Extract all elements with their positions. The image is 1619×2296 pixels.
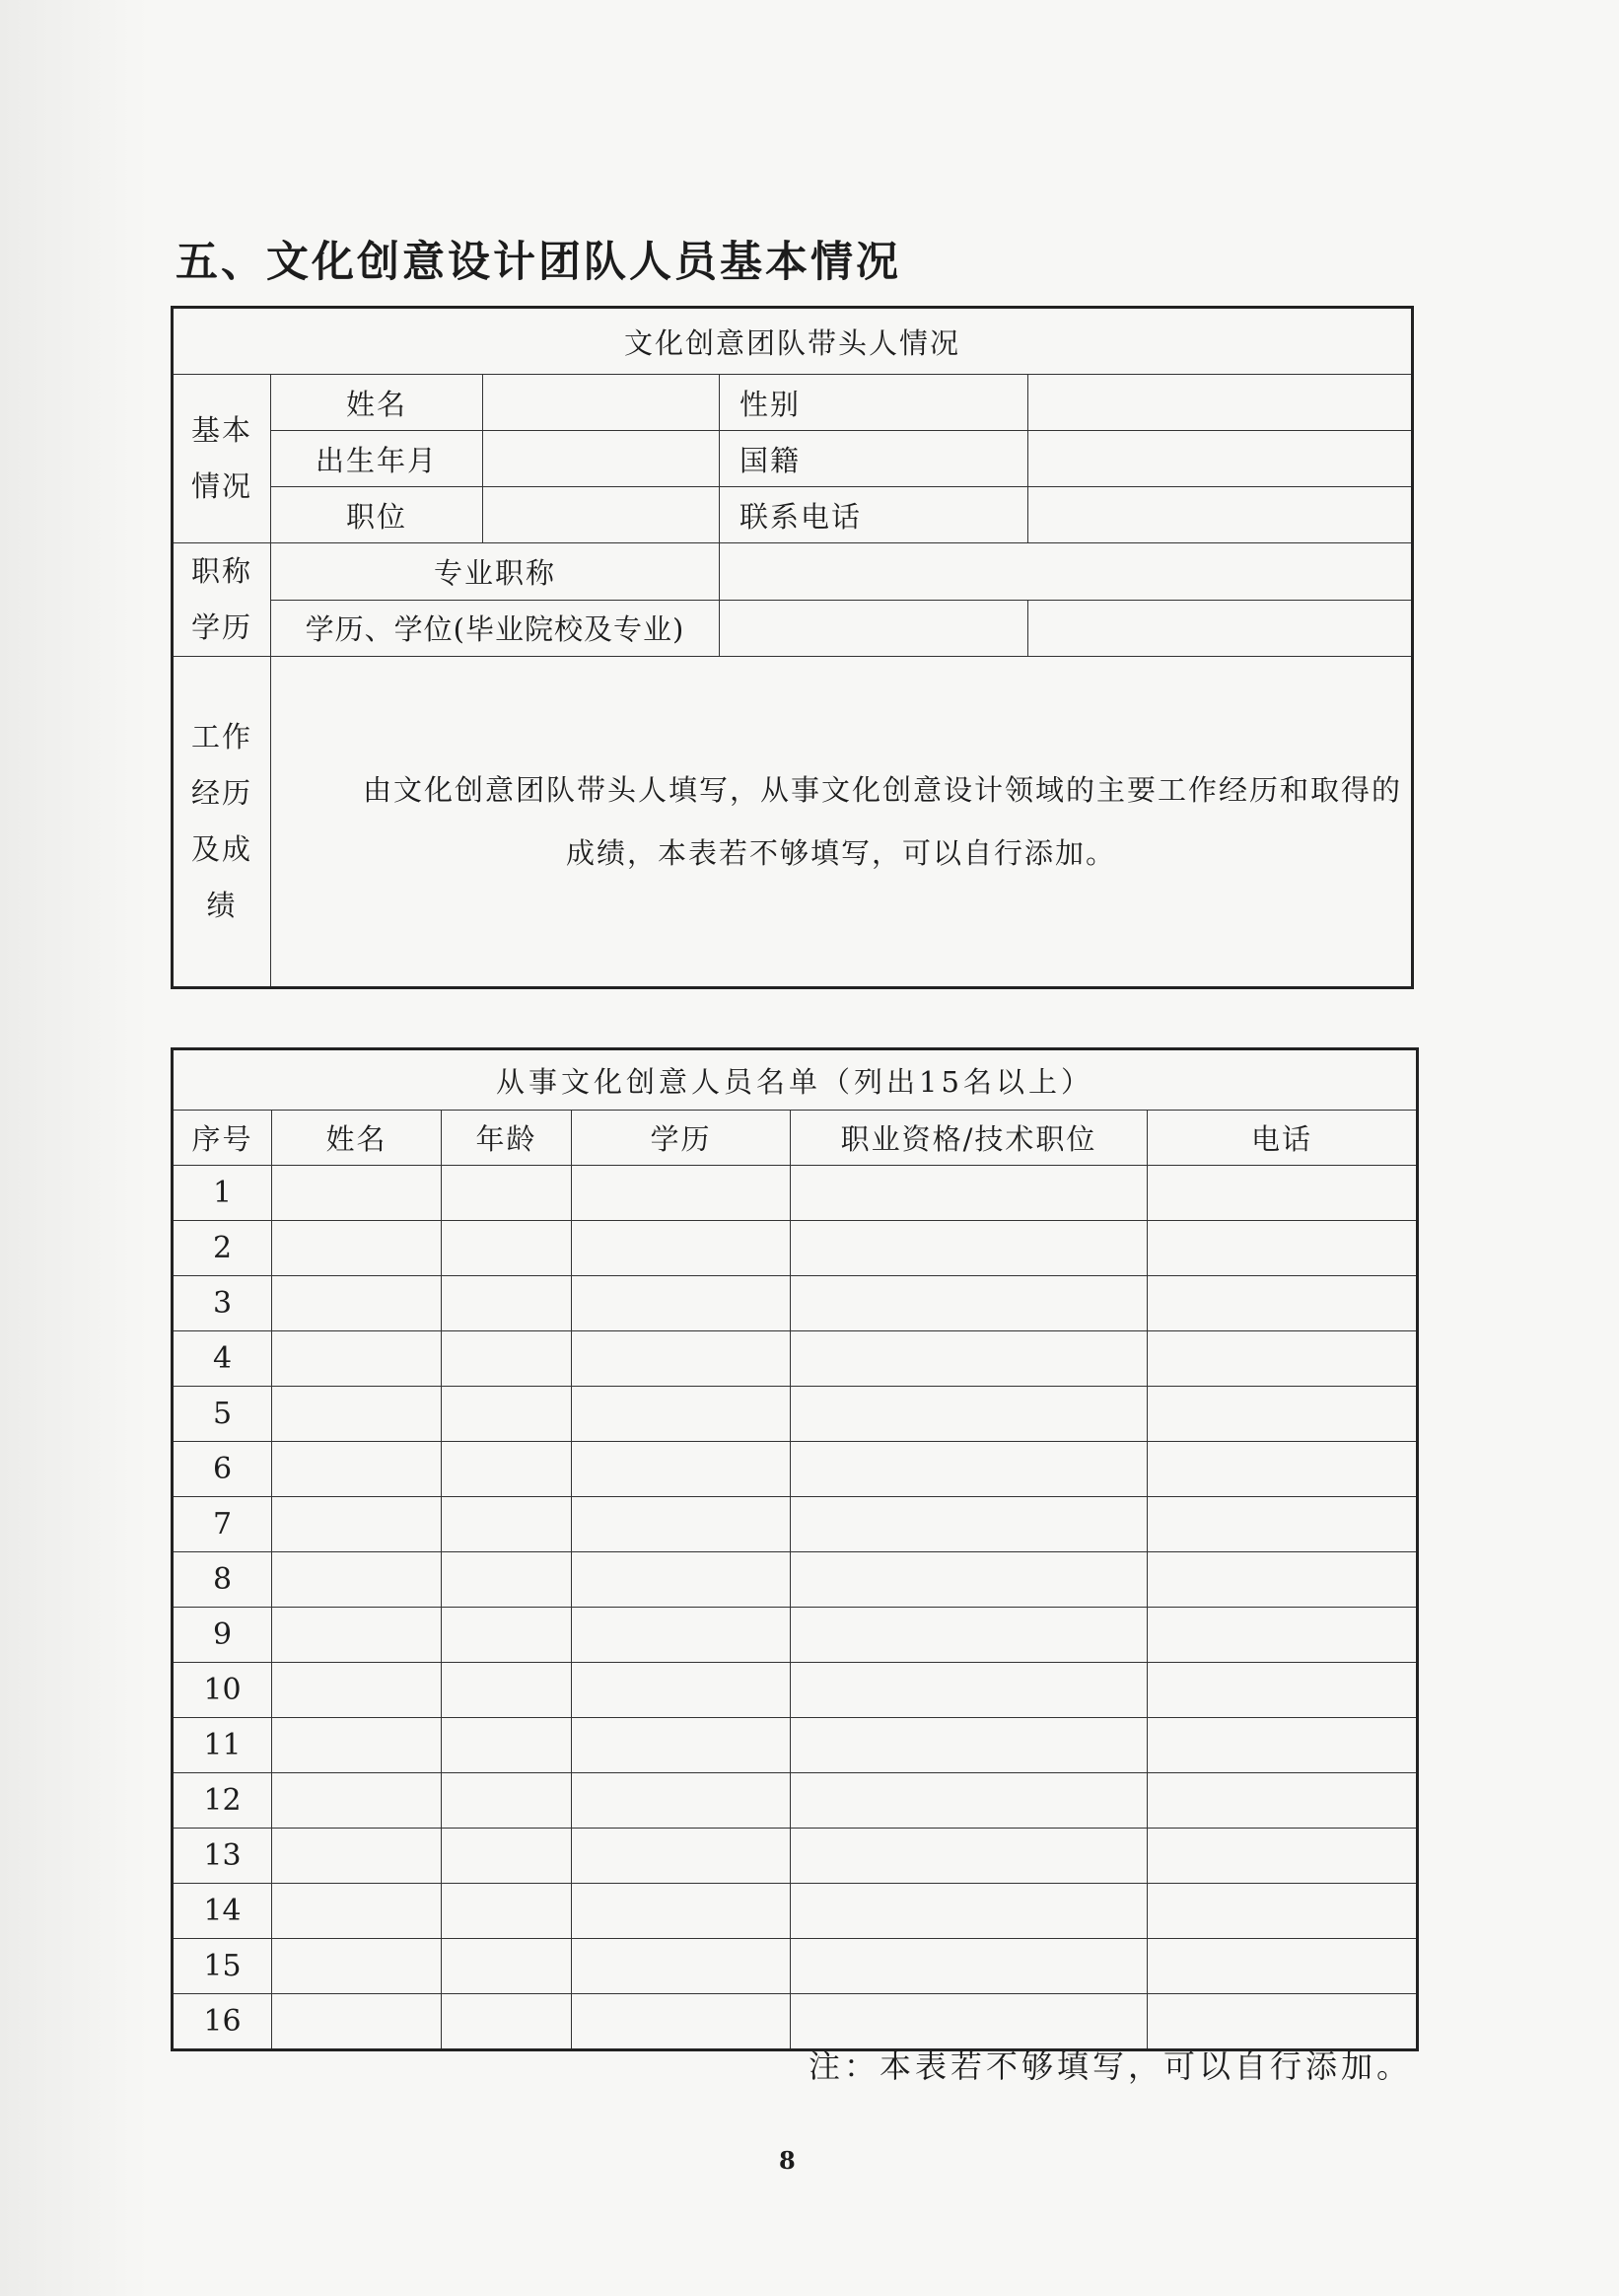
cell-qualification[interactable] — [791, 1829, 1148, 1884]
cell-age[interactable] — [442, 1994, 572, 2050]
cell-phone[interactable] — [1148, 1773, 1418, 1829]
cell-qualification[interactable] — [791, 1387, 1148, 1442]
leader-info-table — [171, 306, 1414, 989]
col-header-phone: 电话 — [1148, 1111, 1418, 1166]
col-header-index: 序号 — [173, 1111, 272, 1166]
cell-name[interactable] — [272, 1773, 442, 1829]
cell-phone[interactable] — [1148, 1497, 1418, 1552]
cell-name[interactable] — [272, 1387, 442, 1442]
cell-phone[interactable] — [1148, 1663, 1418, 1718]
education-label: 学历、学位(毕业院校及专业) — [271, 600, 720, 657]
roster-title: 从事文化创意人员名单（列出15名以上） — [173, 1049, 1418, 1111]
title-education-label: 职称 学历 — [173, 543, 271, 657]
cell-age[interactable] — [442, 1221, 572, 1276]
cell-name[interactable] — [272, 1829, 442, 1884]
cell-qualification[interactable] — [791, 1166, 1148, 1221]
cell-name[interactable] — [272, 1608, 442, 1663]
cell-qualification[interactable] — [791, 1221, 1148, 1276]
leader-table-header: 文化创意团队带头人情况 — [173, 308, 1413, 375]
cell-education[interactable] — [572, 1276, 791, 1331]
row-index: 4 — [173, 1331, 272, 1387]
cell-age[interactable] — [442, 1331, 572, 1387]
cell-qualification[interactable] — [791, 1773, 1148, 1829]
gender-label: 性别 — [720, 375, 1028, 431]
basic-info-label: 基本 情况 — [173, 375, 271, 543]
row-index: 2 — [173, 1221, 272, 1276]
table-row — [173, 1166, 1418, 1221]
table-row — [173, 1442, 1418, 1497]
education-value-1[interactable] — [720, 600, 1028, 657]
work-experience-text[interactable]: 由文化创意团队带头人填写，从事文化创意设计领域的主要工作经历和取得的成绩，本表若不够填写，可以自行添加。 — [271, 657, 1413, 988]
table-row — [173, 1829, 1418, 1884]
cell-age[interactable] — [442, 1663, 572, 1718]
cell-age[interactable] — [442, 1166, 572, 1221]
col-header-age: 年龄 — [442, 1111, 572, 1166]
cell-phone[interactable] — [1148, 1608, 1418, 1663]
row-index: 14 — [173, 1884, 272, 1939]
birth-label: 出生年月 — [271, 431, 483, 487]
cell-education[interactable] — [572, 1994, 791, 2050]
cell-name[interactable] — [272, 1939, 442, 1994]
cell-phone[interactable] — [1148, 1552, 1418, 1608]
row-index: 12 — [173, 1773, 272, 1829]
cell-name[interactable] — [272, 1663, 442, 1718]
table-row — [173, 1276, 1418, 1331]
cell-age[interactable] — [442, 1497, 572, 1552]
cell-name[interactable] — [272, 1552, 442, 1608]
section-title: 五、文化创意设计团队人员基本情况 — [176, 238, 901, 287]
nationality-value[interactable] — [1028, 431, 1413, 487]
cell-education[interactable] — [572, 1331, 791, 1387]
cell-age[interactable] — [442, 1884, 572, 1939]
cell-education[interactable] — [572, 1387, 791, 1442]
cell-age[interactable] — [442, 1552, 572, 1608]
cell-education[interactable] — [572, 1718, 791, 1773]
gender-value[interactable] — [1028, 375, 1413, 431]
cell-qualification[interactable] — [791, 1497, 1148, 1552]
cell-phone[interactable] — [1148, 1884, 1418, 1939]
nationality-label: 国籍 — [720, 431, 1028, 487]
cell-phone[interactable] — [1148, 1939, 1418, 1994]
cell-phone[interactable] — [1148, 1221, 1418, 1276]
col-header-qualification: 职业资格/技术职位 — [791, 1111, 1148, 1166]
cell-name[interactable] — [272, 1884, 442, 1939]
cell-phone[interactable] — [1148, 1387, 1418, 1442]
col-header-name: 姓名 — [272, 1111, 442, 1166]
table-row — [173, 1939, 1418, 1994]
staff-roster-table — [171, 1047, 1419, 2051]
cell-phone[interactable] — [1148, 1442, 1418, 1497]
education-value-2[interactable] — [1028, 600, 1413, 657]
cell-phone[interactable] — [1148, 1829, 1418, 1884]
work-experience-label: 工作 经历 及成 绩 — [173, 657, 271, 988]
page-number: 8 — [779, 2146, 796, 2175]
table-row — [173, 1331, 1418, 1387]
cell-qualification[interactable] — [791, 1552, 1148, 1608]
cell-age[interactable] — [442, 1608, 572, 1663]
cell-qualification[interactable] — [791, 1276, 1148, 1331]
cell-age[interactable] — [442, 1276, 572, 1331]
cell-qualification[interactable] — [791, 1608, 1148, 1663]
cell-name[interactable] — [272, 1276, 442, 1331]
name-value[interactable] — [483, 375, 720, 431]
cell-phone[interactable] — [1148, 1276, 1418, 1331]
cell-qualification[interactable] — [791, 1939, 1148, 1994]
cell-phone[interactable] — [1148, 1166, 1418, 1221]
roster-body — [173, 1166, 1418, 2050]
position-value[interactable] — [483, 487, 720, 543]
table-row — [173, 1387, 1418, 1442]
row-index: 1 — [173, 1166, 272, 1221]
cell-education[interactable] — [572, 1829, 791, 1884]
cell-age[interactable] — [442, 1442, 572, 1497]
row-index: 10 — [173, 1663, 272, 1718]
row-index: 7 — [173, 1497, 272, 1552]
cell-age[interactable] — [442, 1939, 572, 1994]
row-index: 5 — [173, 1387, 272, 1442]
cell-qualification[interactable] — [791, 1718, 1148, 1773]
row-index: 8 — [173, 1552, 272, 1608]
cell-education[interactable] — [572, 1497, 791, 1552]
birth-value[interactable] — [483, 431, 720, 487]
cell-age[interactable] — [442, 1773, 572, 1829]
row-index: 3 — [173, 1276, 272, 1331]
cell-age[interactable] — [442, 1387, 572, 1442]
cell-name[interactable] — [272, 1994, 442, 2050]
footnote: 注：本表若不够填写，可以自行添加。 — [809, 2047, 1413, 2085]
table-row — [173, 1497, 1418, 1552]
table-row — [173, 1718, 1418, 1773]
professional-title-label: 专业职称 — [271, 543, 720, 601]
cell-name[interactable] — [272, 1331, 442, 1387]
cell-qualification[interactable] — [791, 1331, 1148, 1387]
cell-name[interactable] — [272, 1166, 442, 1221]
cell-age[interactable] — [442, 1718, 572, 1773]
cell-phone[interactable] — [1148, 1331, 1418, 1387]
cell-age[interactable] — [442, 1829, 572, 1884]
table-row — [173, 1884, 1418, 1939]
cell-education[interactable] — [572, 1166, 791, 1221]
table-row — [173, 1773, 1418, 1829]
phone-label: 联系电话 — [720, 487, 1028, 543]
page-edge-shadow — [0, 0, 148, 2296]
col-header-education: 学历 — [572, 1111, 791, 1166]
cell-education[interactable] — [572, 1663, 791, 1718]
cell-name[interactable] — [272, 1442, 442, 1497]
cell-qualification[interactable] — [791, 1663, 1148, 1718]
cell-phone[interactable] — [1148, 1718, 1418, 1773]
cell-name[interactable] — [272, 1718, 442, 1773]
table-row — [173, 1552, 1418, 1608]
row-index: 13 — [173, 1829, 272, 1884]
table-row — [173, 1221, 1418, 1276]
row-index: 15 — [173, 1939, 272, 1994]
professional-title-value[interactable] — [720, 543, 1413, 601]
name-label: 姓名 — [271, 375, 483, 431]
row-index: 16 — [173, 1994, 272, 2050]
cell-name[interactable] — [272, 1221, 442, 1276]
cell-education[interactable] — [572, 1552, 791, 1608]
cell-education[interactable] — [572, 1221, 791, 1276]
row-index: 11 — [173, 1718, 272, 1773]
row-index: 6 — [173, 1442, 272, 1497]
cell-education[interactable] — [572, 1773, 791, 1829]
cell-education[interactable] — [572, 1442, 791, 1497]
cell-education[interactable] — [572, 1608, 791, 1663]
position-label: 职位 — [271, 487, 483, 543]
cell-qualification[interactable] — [791, 1884, 1148, 1939]
cell-education[interactable] — [572, 1939, 791, 1994]
row-index: 9 — [173, 1608, 272, 1663]
table-row — [173, 1608, 1418, 1663]
cell-qualification[interactable] — [791, 1442, 1148, 1497]
phone-value[interactable] — [1028, 487, 1413, 543]
table-row — [173, 1663, 1418, 1718]
cell-education[interactable] — [572, 1884, 791, 1939]
cell-name[interactable] — [272, 1497, 442, 1552]
